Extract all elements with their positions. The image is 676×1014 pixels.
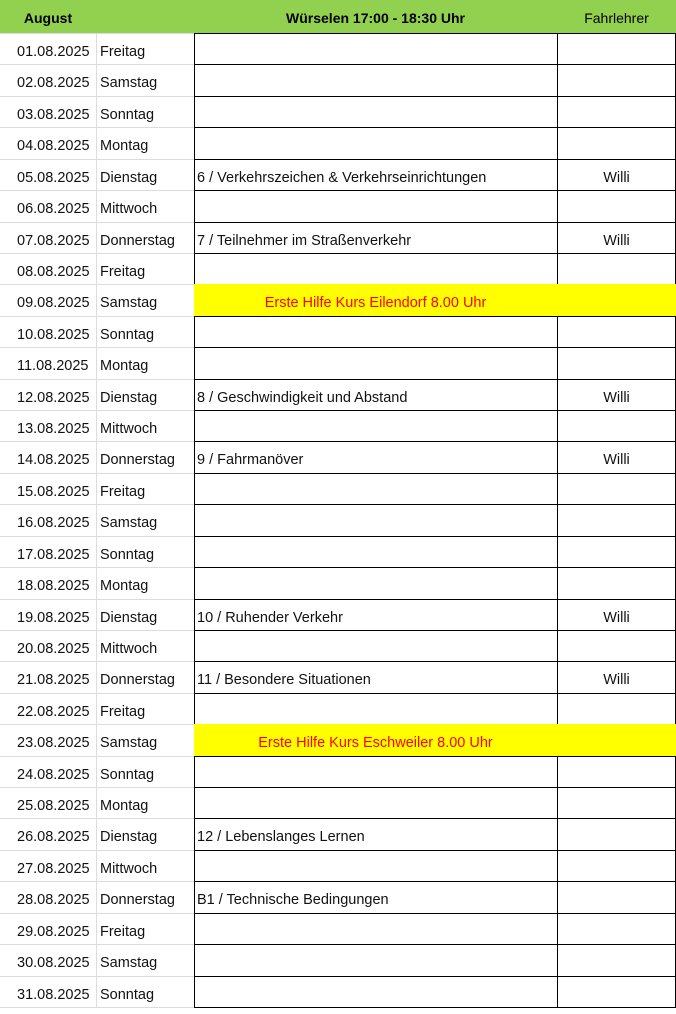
weekday-cell[interactable]: Freitag: [100, 44, 146, 60]
date-cell[interactable]: 05.08.2025: [17, 169, 90, 186]
teacher-cell[interactable]: [557, 33, 676, 64]
table-row: [0, 850, 676, 881]
teacher-cell[interactable]: [557, 536, 676, 567]
table-row: [0, 504, 676, 535]
weekday-cell[interactable]: Mittwoch: [100, 860, 158, 877]
table-row: [0, 473, 676, 504]
date-cell[interactable]: 18.08.2025: [17, 578, 90, 595]
teacher-cell[interactable]: Willi: [603, 169, 630, 186]
weekday-cell[interactable]: Mittwoch: [100, 201, 158, 218]
weekday-cell[interactable]: Montag: [100, 358, 149, 375]
weekday-cell[interactable]: Montag: [100, 578, 149, 595]
table-row: [0, 347, 676, 378]
course-cell[interactable]: [194, 33, 557, 64]
date-cell[interactable]: 11.08.2025: [17, 358, 89, 375]
date-cell[interactable]: 12.08.2025: [17, 389, 90, 406]
teacher-cell[interactable]: [557, 787, 676, 818]
course-cell[interactable]: [194, 410, 557, 441]
weekday-cell[interactable]: Freitag: [100, 483, 146, 500]
weekday-cell[interactable]: Samstag: [100, 735, 158, 752]
table-row: [0, 567, 676, 598]
weekday-cell[interactable]: Sonntag: [100, 326, 155, 343]
course-cell[interactable]: [194, 473, 557, 504]
date-cell[interactable]: 20.08.2025: [17, 640, 90, 657]
teacher-cell[interactable]: [557, 347, 676, 378]
teacher-cell[interactable]: Willi: [603, 232, 630, 249]
course-cell[interactable]: [194, 347, 557, 378]
teacher-cell[interactable]: [557, 944, 676, 975]
teacher-cell[interactable]: [557, 976, 676, 1007]
table-row: [0, 316, 676, 347]
table-row: [0, 190, 676, 221]
table-row: [0, 913, 676, 944]
teacher-cell[interactable]: [557, 253, 676, 284]
table-row: [0, 818, 676, 849]
table-row: [0, 127, 676, 158]
teacher-cell[interactable]: [557, 96, 676, 127]
teacher-cell[interactable]: [557, 913, 676, 944]
table-row: [0, 661, 676, 692]
table-row: [0, 159, 676, 190]
table-row: [0, 410, 676, 441]
weekday-cell[interactable]: Dienstag: [100, 609, 158, 626]
date-cell[interactable]: 07.08.2025: [17, 232, 90, 249]
teacher-cell[interactable]: Willi: [603, 609, 630, 626]
teacher-cell[interactable]: [557, 881, 676, 912]
course-cell[interactable]: 6 / Verkehrszeichen & Verkehrseinrichtungen: [197, 169, 487, 186]
date-cell[interactable]: 13.08.2025: [17, 421, 90, 438]
table-row: [0, 536, 676, 567]
date-cell[interactable]: 01.08.2025: [17, 44, 90, 60]
table-row: [0, 96, 676, 127]
date-cell[interactable]: 29.08.2025: [17, 923, 90, 940]
header-row: [0, 0, 676, 33]
weekday-cell[interactable]: Freitag: [100, 923, 146, 940]
header-month: August: [23, 10, 73, 26]
course-cell[interactable]: 10 / Ruhender Verkehr: [197, 609, 343, 626]
teacher-cell[interactable]: [557, 693, 676, 724]
weekday-cell[interactable]: Donnerstag: [100, 892, 175, 909]
course-cell[interactable]: 12 / Lebenslanges Lernen: [197, 829, 365, 846]
date-cell[interactable]: 27.08.2025: [17, 860, 90, 877]
course-cell[interactable]: 7 / Teilnehmer im Straßenverkehr: [197, 232, 412, 249]
course-cell[interactable]: [194, 944, 557, 975]
date-cell[interactable]: 21.08.2025: [17, 672, 90, 689]
teacher-cell[interactable]: [557, 724, 676, 755]
course-cell[interactable]: [194, 96, 557, 127]
date-cell[interactable]: 15.08.2025: [17, 483, 90, 500]
date-cell[interactable]: 17.08.2025: [17, 546, 90, 563]
teacher-cell[interactable]: [557, 504, 676, 535]
header-course-title: Würselen 17:00 - 18:30 Uhr: [286, 10, 465, 26]
teacher-cell[interactable]: Willi: [603, 389, 630, 406]
course-cell[interactable]: [194, 976, 557, 1007]
teacher-cell[interactable]: Willi: [603, 672, 630, 689]
weekday-cell[interactable]: Freitag: [100, 263, 146, 280]
date-cell[interactable]: 19.08.2025: [17, 609, 90, 626]
weekday-cell[interactable]: Dienstag: [100, 829, 158, 846]
table-row: [0, 693, 676, 724]
teacher-cell[interactable]: [557, 284, 676, 315]
date-cell[interactable]: 28.08.2025: [17, 892, 90, 909]
table-row: [0, 222, 676, 253]
table-row: [0, 441, 676, 472]
date-cell[interactable]: 22.08.2025: [17, 703, 90, 720]
course-cell[interactable]: Erste Hilfe Kurs Eschweiler 8.00 Uhr: [194, 724, 557, 755]
course-cell[interactable]: [194, 504, 557, 535]
weekday-cell[interactable]: Donnerstag: [100, 232, 175, 249]
course-cell[interactable]: [194, 630, 557, 661]
course-cell[interactable]: [194, 253, 557, 284]
course-cell[interactable]: B1 / Technische Bedingungen: [197, 892, 389, 909]
teacher-cell[interactable]: [557, 410, 676, 441]
weekday-cell[interactable]: Montag: [100, 798, 149, 815]
teacher-cell[interactable]: [557, 630, 676, 661]
weekday-cell[interactable]: Donnerstag: [100, 452, 175, 469]
table-row: [0, 976, 676, 1007]
weekday-cell[interactable]: Samstag: [100, 295, 158, 312]
course-cell[interactable]: [194, 693, 557, 724]
teacher-cell[interactable]: [557, 190, 676, 221]
course-cell[interactable]: [194, 850, 557, 881]
course-cell[interactable]: [194, 316, 557, 347]
weekday-cell[interactable]: Samstag: [100, 515, 158, 532]
table-row: [0, 881, 676, 912]
course-cell[interactable]: [194, 913, 557, 944]
course-cell[interactable]: 9 / Fahrmanöver: [197, 452, 304, 469]
teacher-cell[interactable]: Willi: [603, 452, 630, 469]
table-row: [0, 724, 676, 755]
teacher-cell[interactable]: [557, 756, 676, 787]
teacher-cell[interactable]: [557, 850, 676, 881]
table-row: [0, 787, 676, 818]
teacher-cell[interactable]: [557, 473, 676, 504]
course-cell[interactable]: [194, 64, 557, 95]
table-row: [0, 756, 676, 787]
weekday-cell[interactable]: Samstag: [100, 955, 158, 972]
table-row: [0, 379, 676, 410]
weekday-cell[interactable]: Dienstag: [100, 389, 158, 406]
date-cell[interactable]: 25.08.2025: [17, 798, 90, 815]
table-row: [0, 599, 676, 630]
date-cell[interactable]: 08.08.2025: [17, 263, 90, 280]
course-cell[interactable]: [194, 787, 557, 818]
date-cell[interactable]: 23.08.2025: [17, 735, 90, 752]
date-cell[interactable]: 10.08.2025: [17, 326, 90, 343]
course-cell[interactable]: Erste Hilfe Kurs Eilendorf 8.00 Uhr: [194, 284, 557, 315]
table-row: [0, 284, 676, 315]
course-cell[interactable]: [194, 756, 557, 787]
weekday-cell[interactable]: Sonntag: [100, 986, 155, 1003]
date-cell[interactable]: 02.08.2025: [17, 75, 90, 92]
date-cell[interactable]: 04.08.2025: [17, 138, 90, 155]
table-row: [0, 64, 676, 95]
teacher-cell[interactable]: [557, 316, 676, 347]
teacher-cell[interactable]: [557, 818, 676, 849]
date-cell[interactable]: 09.08.2025: [17, 295, 90, 312]
weekday-cell[interactable]: Mittwoch: [100, 421, 158, 438]
table-row: [0, 630, 676, 661]
weekday-cell[interactable]: Dienstag: [100, 169, 158, 186]
weekday-cell[interactable]: Sonntag: [100, 106, 155, 123]
table-row: [0, 33, 676, 64]
weekday-cell[interactable]: Samstag: [100, 75, 158, 92]
course-cell[interactable]: 11 / Besondere Situationen: [197, 672, 371, 689]
date-cell[interactable]: 26.08.2025: [17, 829, 90, 846]
course-cell[interactable]: [194, 567, 557, 598]
date-cell[interactable]: 30.08.2025: [17, 955, 90, 972]
header-teacher-title: Fahrlehrer: [584, 10, 649, 26]
course-cell[interactable]: 8 / Geschwindigkeit und Abstand: [197, 389, 408, 406]
teacher-cell[interactable]: [557, 567, 676, 598]
course-cell[interactable]: [194, 127, 557, 158]
date-cell[interactable]: 03.08.2025: [17, 106, 90, 123]
weekday-cell[interactable]: Sonntag: [100, 766, 155, 783]
weekday-cell[interactable]: Freitag: [100, 703, 146, 720]
weekday-cell[interactable]: Montag: [100, 138, 149, 155]
date-cell[interactable]: 24.08.2025: [17, 766, 90, 783]
table-row: [0, 253, 676, 284]
table-row: [0, 944, 676, 975]
weekday-cell[interactable]: Mittwoch: [100, 640, 158, 657]
date-cell[interactable]: 31.08.2025: [17, 986, 90, 1003]
date-cell[interactable]: 16.08.2025: [17, 515, 90, 532]
date-cell[interactable]: 06.08.2025: [17, 201, 90, 218]
course-cell[interactable]: [194, 190, 557, 221]
date-cell[interactable]: 14.08.2025: [17, 452, 90, 469]
teacher-cell[interactable]: [557, 127, 676, 158]
teacher-cell[interactable]: [557, 64, 676, 95]
course-cell[interactable]: [194, 536, 557, 567]
weekday-cell[interactable]: Donnerstag: [100, 672, 175, 689]
weekday-cell[interactable]: Sonntag: [100, 546, 155, 563]
